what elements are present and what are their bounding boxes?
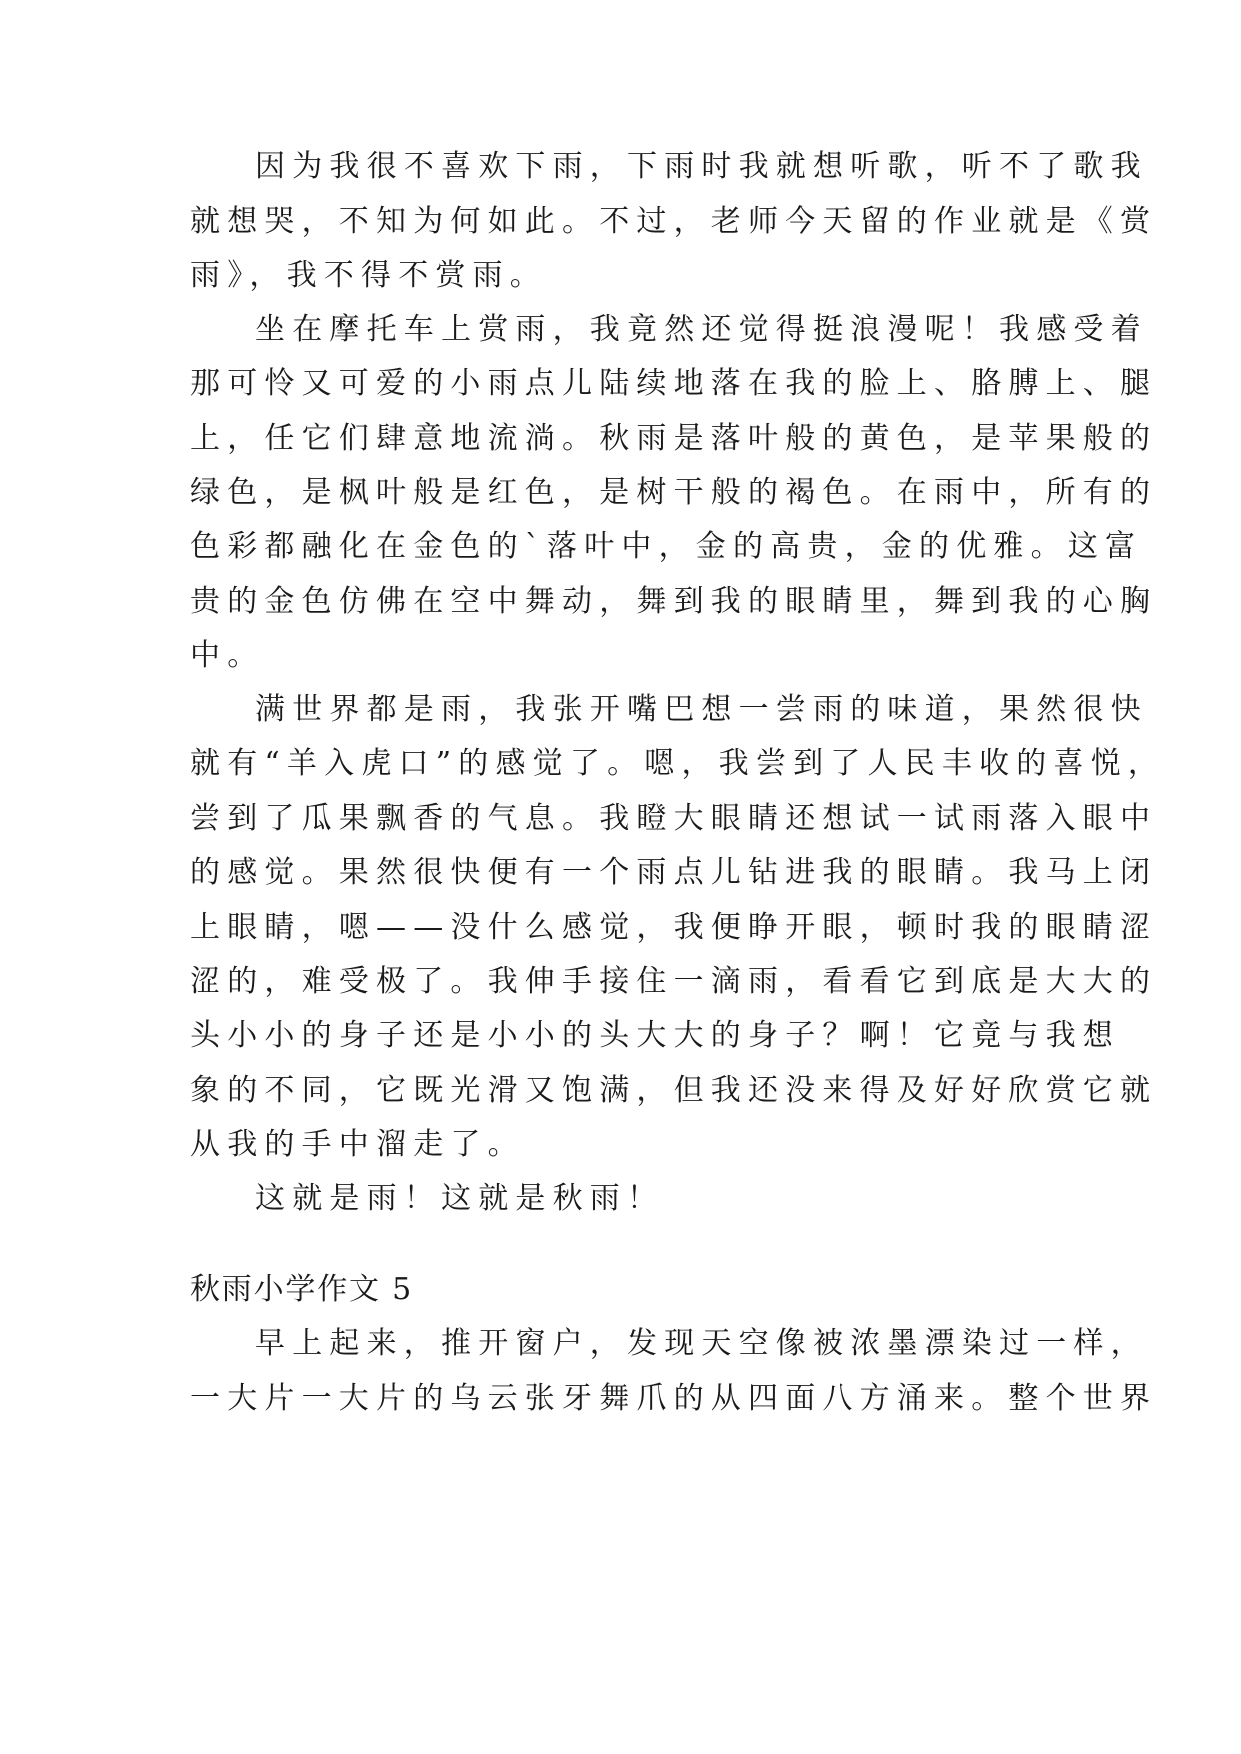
paragraph-3-line-1: 满世界都是雨，我张开嘴巴想一尝雨的味道，果然很快: [255, 692, 1148, 727]
paragraph-3-line-2: 就有“羊入虎口”的感觉了。嗯，我尝到了人民丰收的喜悦，: [190, 746, 1166, 781]
paragraph-3-line-8: 象的不同，它既光滑又饱满，但我还没来得及好好欣赏它就: [190, 1073, 1158, 1108]
paragraph-2-line-5: 色彩都融化在金色的`落叶中，金的高贵，金的优雅。这富: [190, 529, 1143, 564]
section-title: 秋雨小学作文 5: [190, 1272, 414, 1307]
paragraph-1-line-3: 雨》，我不得不赏雨。: [190, 258, 547, 293]
paragraph-2-line-6: 贵的金色仿佛在空中舞动，舞到我的眼睛里，舞到我的心胸: [190, 584, 1158, 619]
paragraph-1-line-2: 就想哭，不知为何如此。不过，老师今天留的作业就是《赏: [190, 204, 1158, 239]
paragraph-2-line-1: 坐在摩托车上赏雨，我竟然还觉得挺浪漫呢！我感受着: [255, 312, 1148, 347]
paragraph-2-line-4: 绿色，是枫叶般是红色，是树干般的褐色。在雨中，所有的: [190, 475, 1158, 510]
paragraph-3-line-7: 头小小的身子还是小小的头大大的身子？啊！它竟与我想: [190, 1018, 1120, 1053]
paragraph-4-line-1: 这就是雨！这就是秋雨！: [255, 1181, 665, 1216]
paragraph-3-line-5: 上眼睛，嗯——没什么感觉，我便睁开眼，顿时我的眼睛涩: [190, 910, 1158, 945]
paragraph-3-line-9: 从我的手中溜走了。: [190, 1127, 525, 1162]
paragraph-2-line-7: 中。: [190, 638, 265, 673]
paragraph-2-line-2: 那可怜又可爱的小雨点儿陆续地落在我的脸上、胳膊上、腿: [190, 366, 1158, 401]
paragraph-1-line-1: 因为我很不喜欢下雨，下雨时我就想听歌，听不了歌我: [255, 149, 1148, 184]
paragraph-5-line-1: 早上起来，推开窗户，发现天空像被浓墨漂染过一样，: [255, 1326, 1148, 1361]
paragraph-2-line-3: 上，任它们肆意地流淌。秋雨是落叶般的黄色，是苹果般的: [190, 421, 1158, 456]
paragraph-3-line-3: 尝到了瓜果飘香的气息。我瞪大眼睛还想试一试雨落入眼中: [190, 801, 1158, 836]
paragraph-5-line-2: 一大片一大片的乌云张牙舞爪的从四面八方涌来。整个世界: [190, 1381, 1158, 1416]
paragraph-3-line-6: 涩的，难受极了。我伸手接住一滴雨，看看它到底是大大的: [190, 964, 1158, 999]
paragraph-3-line-4: 的感觉。果然很快便有一个雨点儿钻进我的眼睛。我马上闭: [190, 855, 1158, 890]
